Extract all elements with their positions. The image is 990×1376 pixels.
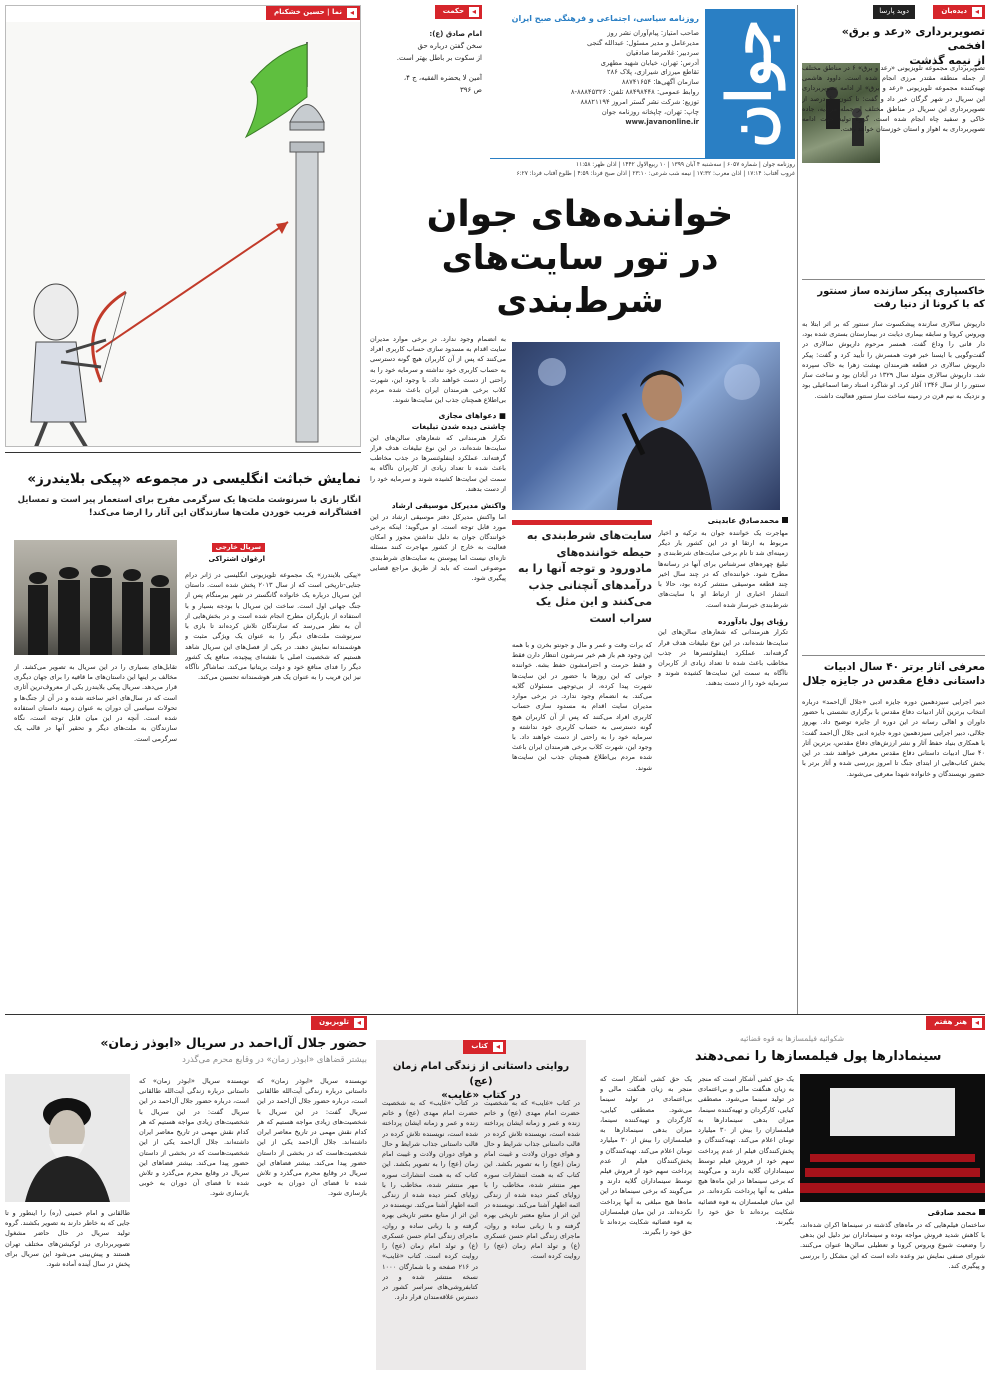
section-divider	[5, 452, 361, 453]
lead-body-b: به انضمام وجود ندارد. در برخی موارد مدیران سایت اقدام به مسدود سازی حساب کاربری افراد می‌کنند که پس از آن کاربران هیچ گونه دسترسی به حساب کاربری خود نداشته و سرمایه خود را به راحتی از دست خواهند داد. با وجود این، شهرت کلاب برخی هنرمندان ایران باعث شده مردم بی‌اطلاع همچنان جذب این سایت‌ها شوند.	[370, 335, 506, 405]
story-headline	[802, 25, 985, 68]
book-body-extra: کتاب «غایب» در ۲۱۶ صفحه و با شمارگان ۱۰۰۰ نسخه منتشر شده و در کتابفروشی‌های سراسر کشور در دسترس علاقه‌مندان قرار دارد.	[382, 1252, 478, 1302]
cinema-photo	[800, 1074, 985, 1202]
masthead	[490, 5, 795, 185]
story2-body: داریوش سالاری سازنده پیشکسوت ساز سنتور که بر اثر ابتلا به ویروس کرونا و سابقه بیماری دیابت در بیمارستان بستری شده بود، دار فانی را وداع گفت. همسر مرحوم داریوش سالاری در گفت‌وگویی با ایسنا خبر فوت همسرش را تأیید کرد و گفت: پیکر داریوش سالاری در قطعه هنرمندان بهشت زهرا به خاک سپرده شد. داریوش سالاری متولد سال ۱۳۲۹ در آبادان بود و ساخت ساز سنتور را از سال ۱۳۴۶ آغاز کرد. او شاگرد استاد رضا اسماعیلی بود و نزدیک به نیم قرن در زمینه ساخت ساز سنتور فعالیت داشت.	[802, 320, 985, 400]
hadith-line: امام صادق (ع):	[429, 30, 482, 38]
lead-headline-block	[370, 192, 790, 332]
peaky-deck: انگار بازی با سرنوشت ملت‌ها یک سرگرمی مفرح برای استعمار پیر است و تمسایل افشاگرانه فریب خوردن ملت‌ها سازندگان این آثار را ارضا می‌کند!	[17, 495, 361, 519]
lead-body-c2: تکرار هنرمندانی که شعارهای سالن‌های این سایت‌ها شده‌اند، در این نوع تبلیغات هدف قرار گرفته‌اند. عملکرد اینفلوئنسرها در جذب مخاطب باعث شده تا تعداد زیادی از کاربران ناآگاه به سمت این سایت‌ها کشیده شوند و سرمایه خود را از دست بدهند.	[370, 433, 506, 493]
lead-body-col2	[512, 640, 652, 1008]
lead-headline-1: خواننده‌های جوان	[426, 194, 734, 235]
culture-column	[802, 5, 985, 1015]
abouzar-deck: بیشتر قضاهای «ابوذر زمان» در وقایع محرم می‌گذرد	[182, 1055, 367, 1065]
cinema-byline-name: محمد صادقی	[927, 1208, 976, 1217]
masthead-tagline: روزنامه سیاسی، اجتماعی و فرهنگی صبح ایران	[511, 14, 699, 23]
hadith-line: سخن گفتن درباره حق	[417, 41, 482, 50]
singer-photo	[512, 342, 780, 510]
arrow-icon: ◂	[347, 8, 357, 18]
arrow-icon: ◂	[972, 1018, 982, 1028]
hadith-tag: ◂ حکمت	[435, 5, 482, 19]
lead-subhead: واکنش مدیرکل موسیقی ارشاد	[391, 501, 506, 511]
info-line: توزیع: شرکت نشر گستر امروز ۸۸۸۲۱۱۹۴	[580, 97, 699, 106]
cinema-body-col2: یک حق کشی آشکار است که منجر به زیان هنگفت مالی و بی‌اعتمادی در تولید سینما می‌شود. مصطفی کیایی، کارگردان و تهیه‌کننده سینما، میزان بدهی سینمادارها به فیلمسازان را بیش از ۳۰ میلیارد تومان اعلام می‌کند. تهیه‌کنندگان و پخش‌کنندگان فیلم از عدم پرداخت سهم خود از فروش فیلم توسط سینماداران گلایه دارند و می‌گویند که برخی سینماها در این ماه‌ها هیچ مبلغی به آنها پرداخت نکرده‌اند. در این میان فیلمسازان به قوه قضائیه شکایت برده‌اند تا حق خود را بگیرند.	[600, 1075, 692, 1237]
column-divider	[797, 5, 798, 1015]
info-line: صاحب امتیاز: پیام‌آوران نشر روز	[607, 29, 699, 37]
abouzar-body-col2: نویسنده سریال «ابوذر زمان» که داستانی درباره زندگی آیت‌الله طالقانی است، درباره حضور جلال آل‌احمد در این سریال گفت: در این سریال با شخصیت‌های زیادی مواجه هستیم که هر کدام نقش مهمی در تاریخ معاصر ایران داشته‌اند. جلال آل‌احمد یکی از این شخصیت‌هاست که در بخشی از داستان حضور پیدا می‌کند. بیشتر فضاهای این سریال در وقایع محرم می‌گذرد و تلاش شده تا فضای آن دوران به خوبی بازسازی شود.	[139, 1077, 249, 1198]
hadith-line: از سکوت بر باطل بهتر است.	[396, 53, 482, 62]
book-body-col1: در کتاب «غایب» که به شخصیت حضرت امام مهدی (عج) و خاتم زنده و عمر و زمانه ایشان پرداخته شده است، نویسنده تلاش کرده در قالب داستانی جذاب شرایط و حال و هوای دوران ولادت و غیبت امام زمان (عج) را به تصویر بکشد. این کتاب که به همت انتشارات سوره مهر منتشر شده، مخاطب را با زوایای کمتر دیده شده از زندگی ائمه اطهار آشنا می‌کند. نویسنده در این اثر از منابع معتبر تاریخی بهره گرفته و با زبانی ساده و روان، ماجرای زندگی امام حسن عسکری (ع) و تولد امام زمان (عج) را روایت کرده است.	[484, 1099, 580, 1261]
lead-body-c: تکرار هنرمندانی که شعارهای سالن‌های این سایت‌ها شده‌اند، در این نوع تبلیغات هدف قرار گرفته‌اند. عملکرد اینفلوئنسرها در جذب مخاطب باعث شده تا تعداد زیادی از کاربران ناآگاه به سمت این سایت‌ها کشیده شوند و سرمایه خود را از دست بدهند.	[658, 628, 788, 688]
lead-subhead: چاشنی دیده شدن تبلیغات	[411, 422, 506, 432]
hadith-line	[382, 65, 482, 73]
cartoon-tag: ◂ نما | حسین خشکنام	[266, 6, 360, 20]
story3-headline-2: داستانی دفاع مقدس در جایزه جلال	[802, 674, 985, 687]
empty-cinema-photo	[800, 1074, 985, 1202]
arrow-icon: ◂	[972, 7, 982, 17]
story1-headline-2: از نیمه گذشت	[909, 53, 985, 67]
lead-body-b2: به انضمام وجود ندارد. در برخی موارد مدیران سایت اقدام به مسدود سازی حساب کاربری افراد می‌کنند که پس از آن کاربران هیچ گونه دسترسی به حساب کاربری خود نداشته و سرمایه خود را به راحتی از دست خواهند داد. با وجود این، شهرت کلاب برخی هنرمندان ایران باعث شده مردم بی‌اطلاع همچنان جذب این سایت‌ها شوند.	[512, 692, 652, 772]
info-line: روابط عمومی: ۸۸۴۹۸۴۴۸ تلفن: ۸۸۸۴۵۳۲۶-۸	[570, 88, 699, 97]
book-body-main: در کتاب «غایب» که به شخصیت حضرت امام مهدی (عج) و خاتم زنده و عمر و زمانه ایشان پرداخته شده است، نویسنده تلاش کرده در قالب داستانی جذاب شرایط و حال و هوای دوران ولادت و غیبت امام زمان (عج) را به تصویر بکشد. این کتاب که به همت انتشارات سوره مهر منتشر شده، مخاطب را با زوایای کمتر دیده شده از زندگی ائمه اطهار آشنا می‌کند. نویسنده در این اثر از منابع معتبر تاریخی بهره گرفته و با زبانی ساده و روان، ماجرای زندگی امام حسن عسکری (ع) و تولد امام زمان (عج) را روایت کرده است.	[382, 1099, 478, 1261]
culture-tag-secondary: دوید پارسا	[873, 5, 915, 19]
cartoon-box	[5, 5, 361, 447]
abouzar-section	[5, 1016, 367, 1374]
masthead-date-line	[490, 158, 795, 178]
hadith-line: ص ۳۹۶	[460, 85, 482, 94]
book-headline	[380, 1060, 582, 1104]
story1-headline-1: تصویربرداری «رعد و برق» افخمی	[841, 25, 985, 53]
hadith-line: آمین لا یحضره الفقیه، ج ۴،	[403, 73, 482, 82]
story2-headline-1: خاکسپاری پیکر سازنده ساز سنتور	[817, 286, 985, 297]
arrow-icon: ◂	[493, 1042, 503, 1052]
book-headline-1: روایتی داستانی از زندگی امام زمان (عج)	[392, 1061, 570, 1087]
peaky-photo	[14, 540, 177, 655]
peaky-author: ارغوان اشتراکی	[208, 555, 265, 564]
lead-subhead: ■ دعواهای مجازی	[438, 410, 506, 420]
cleric-portrait	[5, 1074, 130, 1202]
story1-body: تصویربرداری مجموعه تلویزیونی «رعد و برق» ۶ در مناطق مختلف از جمله منطقه مقتدر مرزی انجام شده است. داوود هاشمی تهیه‌کننده مجموعه تلویزیونی «رعد و برق» از ادامه تصویربرداری این سریال در شهر گرگان خبر داد و گفت: تا کنون ۶۰ درصد از تصویربرداری این سریال در مناطق مختلف از جمله مرادیه، جاده خاکی و سفید چاه انجام شده است. گروه تولید جهت ادامه تصویربرداری به اهواز و استان خوزستان خواهد رفت.	[802, 64, 985, 134]
byline-marker	[782, 517, 788, 523]
byline-name: محمدصادق عابدینی	[707, 516, 779, 525]
arrow-icon: ◂	[354, 1018, 364, 1028]
story2-headline-2: که با کرونا از دنیا رفت	[873, 299, 985, 310]
pull-quote-bar	[512, 520, 652, 525]
story-divider	[802, 655, 985, 656]
lead-headline-2: در تور سایت‌های شرط‌بندی	[441, 238, 719, 321]
story2-headline	[802, 285, 985, 311]
story3-body: دبیر اجرایی سیزدهمین دوره جایزه ادبی «جلال آل‌احمد» درباره انتخاب برترین آثار ادبیات دفاع مقدس با برگزاری نشستی با حضور داوران و اهالی رسانه در این دوره از جایزه توضیح داد. بهروز جلالی، دبیر اجرایی سیزدهمین دوره جایزه ادبی جلال آل‌احمد گفت: با همکاری بنیاد حفظ آثار و نشر ارزش‌های دفاع مقدس، برترین آثار ۴۰ سال ادبیات داستانی دفاع مقدس معرفی خواهند شد. در این بخش کتاب‌هایی از ابتدای جنگ تا امروز بررسی شده و آثار برتر با حضور نویسندگان و خانواده شهدا معرفی می‌شوند.	[802, 698, 985, 778]
book-body-col2	[382, 1098, 478, 1366]
peaky-cast-photo	[14, 540, 177, 655]
peaky-body-col1: «پیکی بلایندرز» یک مجموعه تلویزیونی انگلیسی در ژانر درام جنایی-تاریخی است که از سال ۲۰۱۳ پخش شده است. داستان این سریال درباره یک خانواده گانگستر در شهر بیرمنگام پس از جنگ جهانی اول است. ساخت این سریال با بودجه بسیار و با استفاده از بازیگران مطرح انجام شده است و در بخش‌هایی از آن به نظر می‌رسد که سازندگان تلاش کرده‌اند تا بازی با سرنوشت ملت‌های دیگر را به عنوان یک ویژگی مثبت و هوشمندانه نمایش دهند. در یکی از فصل‌های این سریال شاهد هستیم که شخصیت اصلی با نقشه‌ای پیچیده، منافع یک کشور دیگر را فدای منافع خود و دولت بریتانیا می‌کند. تماشاگر ناآگاه نیز این فریب را به عنوان یک هنر هوشمندانه تحسین می‌کند.	[185, 571, 361, 682]
hadith-box	[374, 5, 482, 185]
book-section	[376, 1040, 586, 1370]
info-line: آدرس: تهران، خیابان شهید مطهری	[600, 58, 699, 67]
lead-body-col3	[370, 334, 506, 1008]
lead-pull-quote-box	[512, 520, 652, 640]
cinema-kicker: شکوائیه فیلمسازها به قوه قضائیه	[740, 1034, 845, 1043]
peaky-body-col2: تقابل‌های بسیاری را در این سریال به تصویر می‌کشد. از مخالف بر اینها این داستان‌های ما قافیه را برای جهان دیگری قرار می‌دهد. سریال پیکی بلایندرز یکی از معروف‌ترین آثاری است که در سال‌های اخیر ساخته شده و در آن از جنگ‌ها و تحولات سیاسی آن دوران به عنوان زمینه داستان استفاده شده است. آنچه در این میان قابل توجه است، نگاه سازندگان به ملت‌های دیگر و تحقیر آنها در قالب یک سرگرمی است.	[14, 663, 177, 743]
abouzar-headline: حضور جلال آل‌احمد در سریال «ابوذر زمان»	[100, 1035, 367, 1050]
info-line: چاپ: تهران، چاپخانه روزنامه جوان	[601, 107, 699, 116]
arrow-icon: ◂	[469, 7, 479, 17]
info-line: سازمان آگهی‌ها: ۸۸۷۴۱۶۵۴	[621, 78, 699, 87]
info-line: تقاطع میرزای شیرازی، پلاک ۲۸۶	[606, 68, 699, 77]
book-tag: ◂ کتاب	[463, 1040, 506, 1054]
lead-body-d: که برات وقت و عمر و مال و جونتو بخرن و با همه این وجود هم باز هم خیر سرشون انتظار دارن فقط و فقط حرمت و احترامشون حفظ بشه. خواننده جوانی که این روزها با حضور در این سایت‌ها شهرت پیدا کرده، از بی‌توجهی مسئولان گلایه می‌کند.	[512, 641, 652, 701]
abouzar-photo	[5, 1074, 130, 1202]
logo-text: جوان	[715, 19, 785, 149]
book-headline-2: در کتاب «غایب»	[441, 1090, 521, 1101]
lead-subhead: رؤیای پول بادآورده	[717, 616, 788, 626]
story-divider	[802, 279, 985, 280]
masthead-info	[499, 29, 699, 127]
lead-body-a: مهاجرت یک خواننده جوان به ترکیه و اخبار مربوط به ارتقا او در این کشور بار دیگر زمینه‌ای شد تا نام برخی سایت‌های شرط‌بندی و تبلیغ چهره‌های سرشناس برای آنها در رسانه‌ها مطرح شود. خواننده‌ای که در چند سال اخیر چند قطعه موسیقی منتشر کرده بود، حالا با انتشار اخباری از ارتباط او با سایت‌های شرط‌بندی خبرساز شده است.	[658, 529, 788, 609]
peaky-tag-block	[185, 542, 265, 565]
square-bullet-icon: ■	[496, 410, 506, 420]
cinema-byline	[800, 1208, 985, 1219]
date-line-2: غروب آفتاب: ۱۷:۱۴ | اذان مغرب: ۱۷:۳۲ | نیمه شب شرعی: ۲۳:۱۰ | اذان صبح فردا: ۴:۵۹ | طلوع آفتاب فردا: ۶:۲۷	[516, 170, 795, 177]
byline-marker	[979, 1209, 985, 1215]
lead-body-e: اما واکنش مدیرکل دفتر موسیقی ارشاد در این مورد قابل توجه است. او می‌گوید: اینکه برخی خوانندگان جوان به دلیل نداشتن مجوز و امکان فعالیت به خارج از کشور مهاجرت کنند مسئله تازه‌ای نیست اما پیوستن به سایت‌های شرط‌بندی موضوعی است که باید از طریق مراجع قضایی پیگیری شود.	[370, 512, 506, 583]
bottom-section-divider	[5, 1014, 985, 1015]
pull-quote-text: سایت‌های شرط‌بندی به حیطه خواننده‌های مادورود و توجه آنها را به درآمدهای آنچنانی جذب می‌کنند و این مثل یک سراب است	[517, 529, 652, 625]
story3-headline-1: معرفی آثار برتر ۴۰ سال ادبیات	[823, 661, 985, 673]
cartoon-illustration	[6, 22, 360, 447]
abouzar-tag: ◂ تلویزیون	[311, 1016, 367, 1030]
abouzar-body-col3: طالقانی و امام خمینی (ره) را اینطور و تا جایی که به خاطر دارند به تصویر بکشند. گروه تولید سریال در حال حاضر مشغول تصویربرداری در لوکیشن‌های مختلف تهران هستند و پیش‌بینی می‌شود این سریال برای پخش در سال آینده آماده شود.	[5, 1209, 130, 1269]
peaky-tag: سریال خارجی	[212, 543, 265, 552]
cinema-section	[600, 1016, 985, 1374]
lead-photo-singer	[512, 342, 780, 510]
website-link[interactable]: www.javanonline.ir	[625, 117, 699, 126]
abouzar-body-col1: نویسنده سریال «ابوذر زمان» که داستانی درباره زندگی آیت‌الله طالقانی است، درباره حضور جلال آل‌احمد در این سریال گفت: در این سریال با شخصیت‌های زیادی مواجه هستیم که هر کدام نقش مهمی در تاریخ معاصر ایران داشته‌اند. جلال آل‌احمد یکی از این شخصیت‌هاست که در بخشی از داستان حضور پیدا می‌کند. بیشتر فضاهای این سریال در وقایع محرم می‌گذرد و تلاش شده تا فضای آن دوران به خوبی بازسازی شود.	[257, 1077, 367, 1198]
cinema-tag: ◂ هنر هفتم	[926, 1016, 985, 1030]
lead-body-col1	[658, 528, 788, 1008]
cinema-body-col3: یک حق کشی آشکار است که منجر به زیان هنگفت مالی و بی‌اعتمادی در تولید سینما می‌شود. مصطفی کیایی، کارگردان و تهیه‌کننده سینما، میزان بدهی سینمادارها به فیلمسازان را بیش از ۳۰ میلیارد تومان اعلام می‌کند. تهیه‌کنندگان و پخش‌کنندگان فیلم از عدم پرداخت سهم خود از فروش فیلم توسط سینماداران گلایه دارند و می‌گویند که برخی سینماها در این ماه‌ها هیچ مبلغی به آنها پرداخت نکرده‌اند. در این میان فیلمسازان به قوه قضائیه شکایت برده‌اند تا حق خود را بگیرند.	[698, 1075, 794, 1227]
hadith-text	[382, 29, 482, 96]
info-line: سردبیر: غلامرضا صادقیان	[626, 48, 699, 57]
info-line: مدیرعامل و مدیر مسئول: عبدالله گنجی	[586, 38, 699, 47]
culture-tag: ◂ دیده‌بان	[933, 5, 985, 19]
date-line-1: روزنامه جوان | شماره ۶۰۵۷ | سه‌شنبه ۴ آبان ۱۳۹۹ | ۱۰ ربیع‌الاول ۱۴۴۲ | اذان ظهر: ۱۱:۵۸	[576, 162, 795, 168]
story3-headline	[802, 661, 985, 688]
peaky-headline: نمایش خباثت انگلیسی در مجموعه «پیکی بلایندرز»	[27, 471, 361, 487]
lead-byline	[658, 516, 788, 527]
masthead-logo	[705, 9, 795, 159]
cinema-headline: سینمادارها پول فیلمسازها را نمی‌دهند	[695, 1049, 942, 1064]
cinema-body-col1: ساختمان فیلم‌هایی که در ماه‌های گذشته در سینماها اکران شده‌اند، با کاهش شدید فروش مواجه بوده و سینماداران نیز دلیل این بدهی را وضعیت شیوع ویروس کرونا و تعطیلی سالن‌ها عنوان می‌کنند. شورای صنفی نمایش نیز وعده داده است که این مشکل را بررسی و پیگیری کند.	[800, 1221, 985, 1270]
